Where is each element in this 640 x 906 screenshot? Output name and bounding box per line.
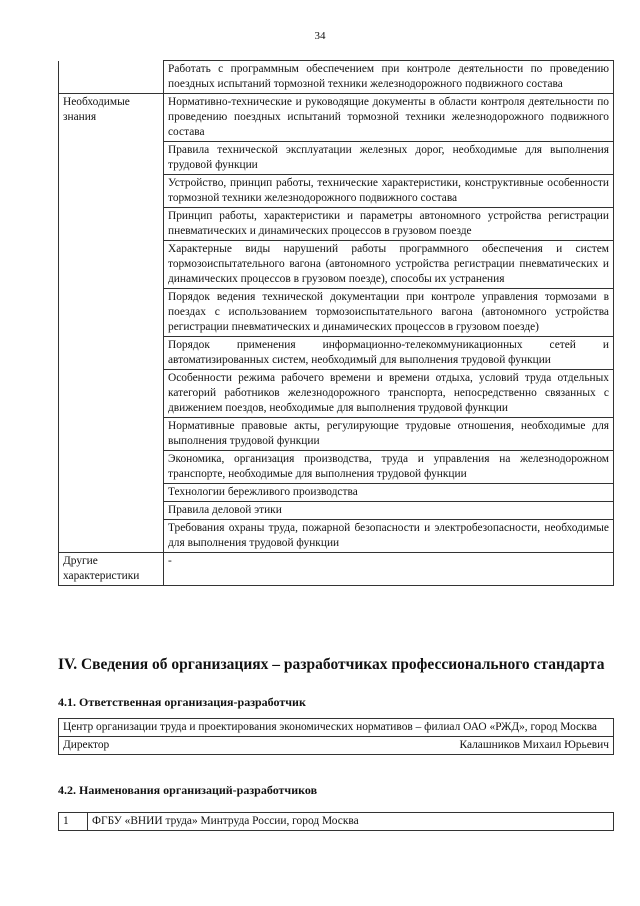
knowledge-item: Нормативно-технические и руководящие документы в области контроля деятельности по проведению поездных испытаний тормозной техники железнодорожного подвижного состава bbox=[164, 94, 614, 142]
other-label: Другие характеристики bbox=[59, 553, 164, 586]
empty-label-cell bbox=[59, 61, 164, 94]
table-row bbox=[59, 719, 614, 737]
developer-name: ФГБУ «ВНИИ труда» Минтруда России, город Москва bbox=[88, 813, 614, 831]
table-row bbox=[59, 94, 614, 142]
org-name: Центр организации труда и проектирования экономических нормативов – филиал ОАО «РЖД», город Москва bbox=[59, 719, 614, 737]
knowledge-table bbox=[58, 60, 614, 586]
section-title: IV. Сведения об организациях – разработчиках профессионального стандарта bbox=[58, 656, 605, 673]
knowledge-item: Порядок ведения технической документации при контроле управления тормозами в поездах с использованием тормозоиспытательного вагона (автономного устройства регистрации пневматических и динамических процессов в грузовом поезде) bbox=[164, 289, 614, 337]
table-row bbox=[59, 553, 614, 586]
page-number: 34 bbox=[314, 30, 326, 42]
table-row bbox=[59, 813, 614, 831]
knowledge-item: Правила деловой этики bbox=[164, 502, 614, 520]
knowledge-label: Необходимые знания bbox=[59, 94, 164, 553]
knowledge-item: Нормативные правовые акты, регулирующие трудовые отношения, необходимые для выполнения трудовой функции bbox=[164, 418, 614, 451]
knowledge-item: Характерные виды нарушений работы программного обеспечения и систем тормозоиспытательного вагона (автономного устройства регистрации пневматических и динамических процессов в грузовом поезде), способы их устранения bbox=[164, 241, 614, 289]
knowledge-item: Экономика, организация производства, труда и управления на железнодорожном транспорте, необходимые для выполнения трудовой функции bbox=[164, 451, 614, 484]
developers-heading: 4.2. Наименования организаций-разработчиков bbox=[58, 783, 318, 797]
knowledge-item: Требования охраны труда, пожарной безопасности и электробезопасности, необходимые для выполнения трудовой функции bbox=[164, 520, 614, 553]
responsible-org-table bbox=[58, 718, 614, 755]
table-row bbox=[59, 61, 614, 94]
developer-number: 1 bbox=[59, 813, 88, 831]
org-person: Калашников Михаил Юрьевич bbox=[336, 737, 614, 755]
developers-table bbox=[58, 812, 614, 831]
other-value: - bbox=[164, 553, 614, 586]
knowledge-item: Технологии бережливого производства bbox=[164, 484, 614, 502]
knowledge-item: Принцип работы, характеристики и параметры автономного устройства регистрации пневматических и динамических процессов в грузовом поезде bbox=[164, 208, 614, 241]
responsible-org-heading: 4.1. Ответственная организация-разработчик bbox=[58, 695, 306, 709]
org-position: Директор bbox=[59, 737, 337, 755]
knowledge-item: Устройство, принцип работы, технические характеристики, конструктивные особенности тормозной техники железнодорожного подвижного состава bbox=[164, 175, 614, 208]
knowledge-item: Особенности режима рабочего времени и времени отдыха, условий труда отдельных категорий работников железнодорожного транспорта, непосредственно связанных с движением поездов, необходимые для выполнения трудовой функции bbox=[164, 370, 614, 418]
knowledge-item: Порядок применения информационно-телекоммуникационных сетей и автоматизированных систем, необходимый для выполнения трудовой функции bbox=[164, 337, 614, 370]
table-row bbox=[59, 737, 614, 755]
skill-item: Работать с программным обеспечением при контроле деятельности по проведению поездных испытаний тормозной техники железнодорожного подвижного состава bbox=[164, 61, 614, 94]
knowledge-item: Правила технической эксплуатации железных дорог, необходимые для выполнения трудовой функции bbox=[164, 142, 614, 175]
